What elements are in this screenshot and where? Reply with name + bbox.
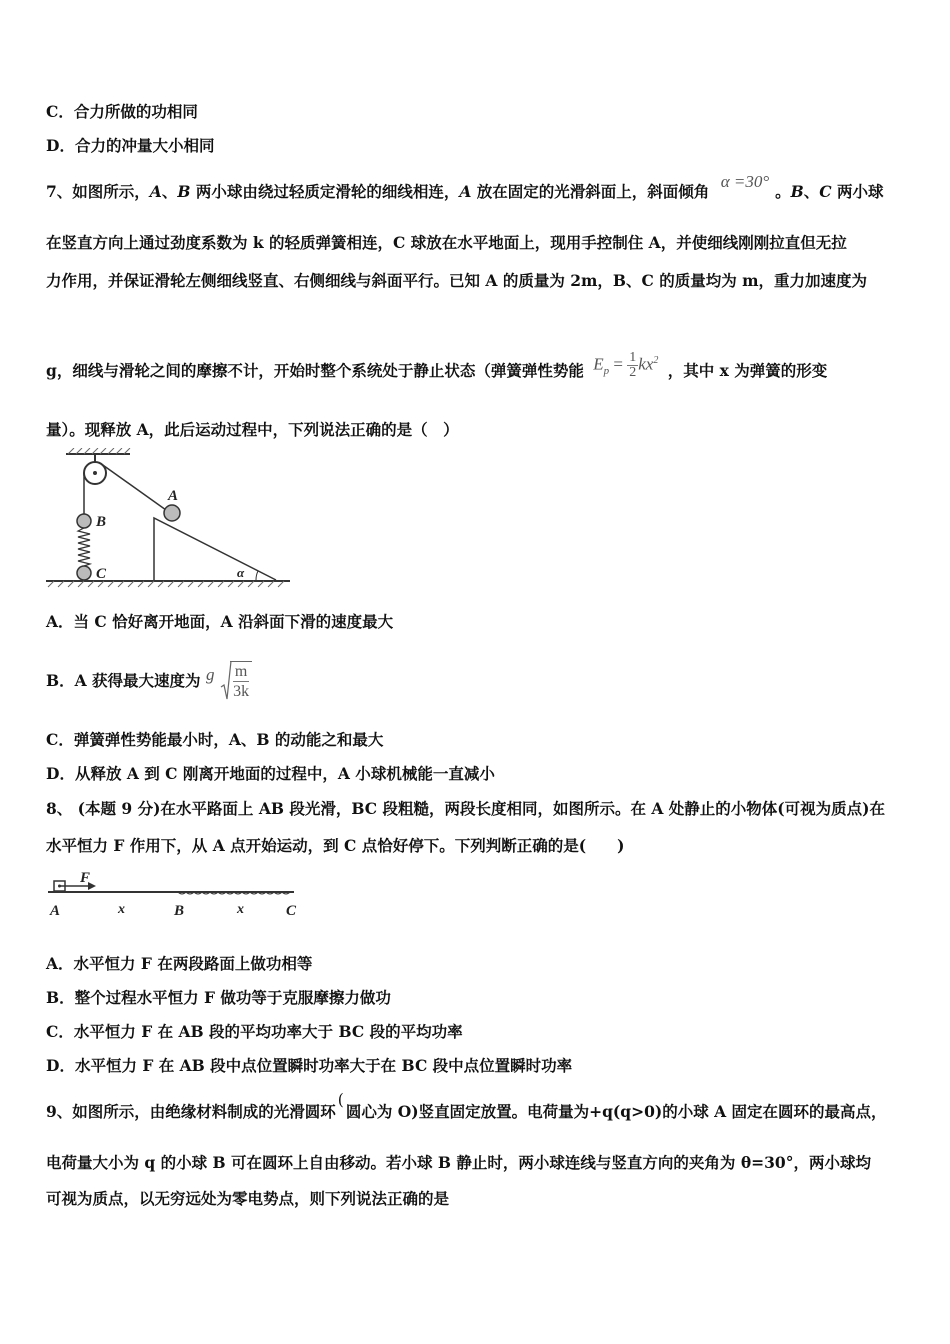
label-x2: x — [237, 902, 244, 917]
q7-text: 两小球由绕过轻质定滑轮的细线相连， — [190, 182, 460, 201]
incline — [154, 518, 276, 580]
q7-text: A — [149, 182, 162, 201]
q7-text: C — [819, 182, 832, 201]
fraction — [230, 661, 252, 701]
elastic-energy-formula — [589, 351, 662, 381]
q9-stem-line3: 可视为质点，以无穷远处为零电势点，则下列说法正确的是 — [46, 1189, 450, 1208]
q9-text: 圆心为 O)竖直固定放置。电荷量为+q(q>0)的小球 A 固定在圆环的最高点， — [345, 1102, 887, 1121]
label-x1: x — [118, 902, 125, 917]
q7-text: 、 — [803, 182, 820, 201]
road-figure — [44, 868, 306, 920]
label-b: B — [174, 903, 185, 919]
q7-stem-line3: 力作用，并保证滑轮左侧细线竖直、右侧细线与斜面平行。已知 A 的质量为 2m，B、C 的质量均为 m，重力加速度为 — [46, 271, 868, 290]
q9-paren: ( — [337, 1091, 344, 1109]
label-a: A — [50, 903, 61, 919]
q7-text: ，其中 x 为弹簧的形变 — [667, 361, 828, 381]
label-a: A — [168, 488, 179, 504]
q8-option-b: B．整个过程水平恒力 F 做功等于克服摩擦力做功 — [46, 988, 391, 1007]
q9-stem-line1 — [46, 1091, 887, 1122]
q7-text: g，细线与滑轮之间的摩擦不计，开始时整个系统处于静止状态（弹簧弹性势能 — [46, 361, 584, 381]
q7-stem-line2: 在竖直方向上通过劲度系数为 k 的轻质弹簧相连，C 球放在水平地面上，现用手控制住 A，并使细线刚刚拉直但无拉 — [46, 233, 847, 252]
right-string — [100, 463, 166, 510]
q7-text: B — [177, 182, 191, 201]
q8-option-a: A．水平恒力 F 在两段路面上做功相等 — [46, 954, 313, 973]
ball-c — [77, 566, 91, 580]
label-c: C — [96, 566, 107, 582]
q7-option-d: D．从释放 A 到 C 刚离开地面的过程中，A 小球机械能一直减小 — [46, 764, 495, 783]
q8-stem-line1: 8、 (本题 9 分)在水平路面上 AB 段光滑，BC 段粗糙，两段长度相同，如图所示。在 A 处静止的小物体(可视为质点)在 — [46, 799, 885, 818]
q7-text: 7、如图所示， — [46, 182, 150, 201]
fraction — [627, 351, 638, 380]
formula-part: 1 — [629, 350, 637, 366]
q7-text: 两小球 — [831, 182, 884, 201]
q6-option-d: D．合力的冲量大小相同 — [46, 136, 215, 155]
q7-stem-line5: 量）。现释放 A，此后运动过程中，下列说法正确的是（ ） — [46, 420, 459, 439]
ceiling — [66, 448, 130, 454]
formula-part: kx — [638, 354, 654, 374]
q9-stem-line2: 电荷量大小为 q 的小球 B 可在圆环上自由移动。若小球 B 静止时，两小球连线与竖直方向的夹角为 θ=30°，两小球均 — [46, 1153, 871, 1172]
q8-option-d: D．水平恒力 F 在 AB 段中点位置瞬时功率大于在 BC 段中点位置瞬时功率 — [46, 1056, 573, 1075]
ground — [46, 581, 290, 587]
formula-part: p — [603, 365, 610, 378]
formula-part: 2 — [653, 355, 659, 366]
pulley-incline-figure — [44, 448, 294, 590]
q7-text: 、 — [161, 182, 178, 201]
sqrt-formula — [220, 659, 252, 703]
formula-part: E — [593, 354, 604, 374]
q7-stem-line1 — [46, 172, 884, 202]
q6-option-c: C．合力所做的功相同 — [46, 102, 198, 121]
q7-text: B — [790, 182, 804, 201]
q7-option-b-text: B．A 获得最大速度为 — [46, 671, 201, 690]
label-f: F — [80, 870, 91, 886]
q9-text: 9、如图所示，由绝缘材料制成的光滑圆环 — [46, 1102, 336, 1121]
label-b: B — [96, 514, 107, 530]
q8-stem-line2: 水平恒力 F 作用下，从 A 点开始运动，到 C 点恰好停下。下列判断正确的是( ) — [46, 836, 625, 855]
formula-part: = — [613, 354, 623, 374]
q7-option-a: A．当 C 恰好离开地面，A 沿斜面下滑的速度最大 — [46, 612, 394, 631]
spring — [78, 528, 90, 566]
formula-part: 3k — [233, 683, 250, 701]
q7-option-b — [46, 658, 252, 702]
formula-part: g — [205, 665, 215, 684]
ball-b — [77, 514, 91, 528]
formula-part: m — [234, 663, 248, 681]
q7-text: 放在固定的光滑斜面上，斜面倾角 — [471, 182, 710, 201]
q7-text: A — [459, 182, 472, 201]
label-alpha: α — [237, 565, 245, 580]
ball-a — [164, 505, 180, 521]
q8-option-c: C．水平恒力 F 在 AB 段的平均功率大于 BC 段的平均功率 — [46, 1022, 463, 1041]
label-c: C — [286, 903, 297, 919]
q7-stem-line4 — [46, 350, 828, 387]
angle-formula: α =30° — [720, 172, 770, 191]
q7-option-c: C．弹簧弹性势能最小时，A、B 的动能之和最大 — [46, 730, 384, 749]
q7-text: 。 — [775, 182, 791, 201]
formula-part: 2 — [629, 365, 637, 381]
